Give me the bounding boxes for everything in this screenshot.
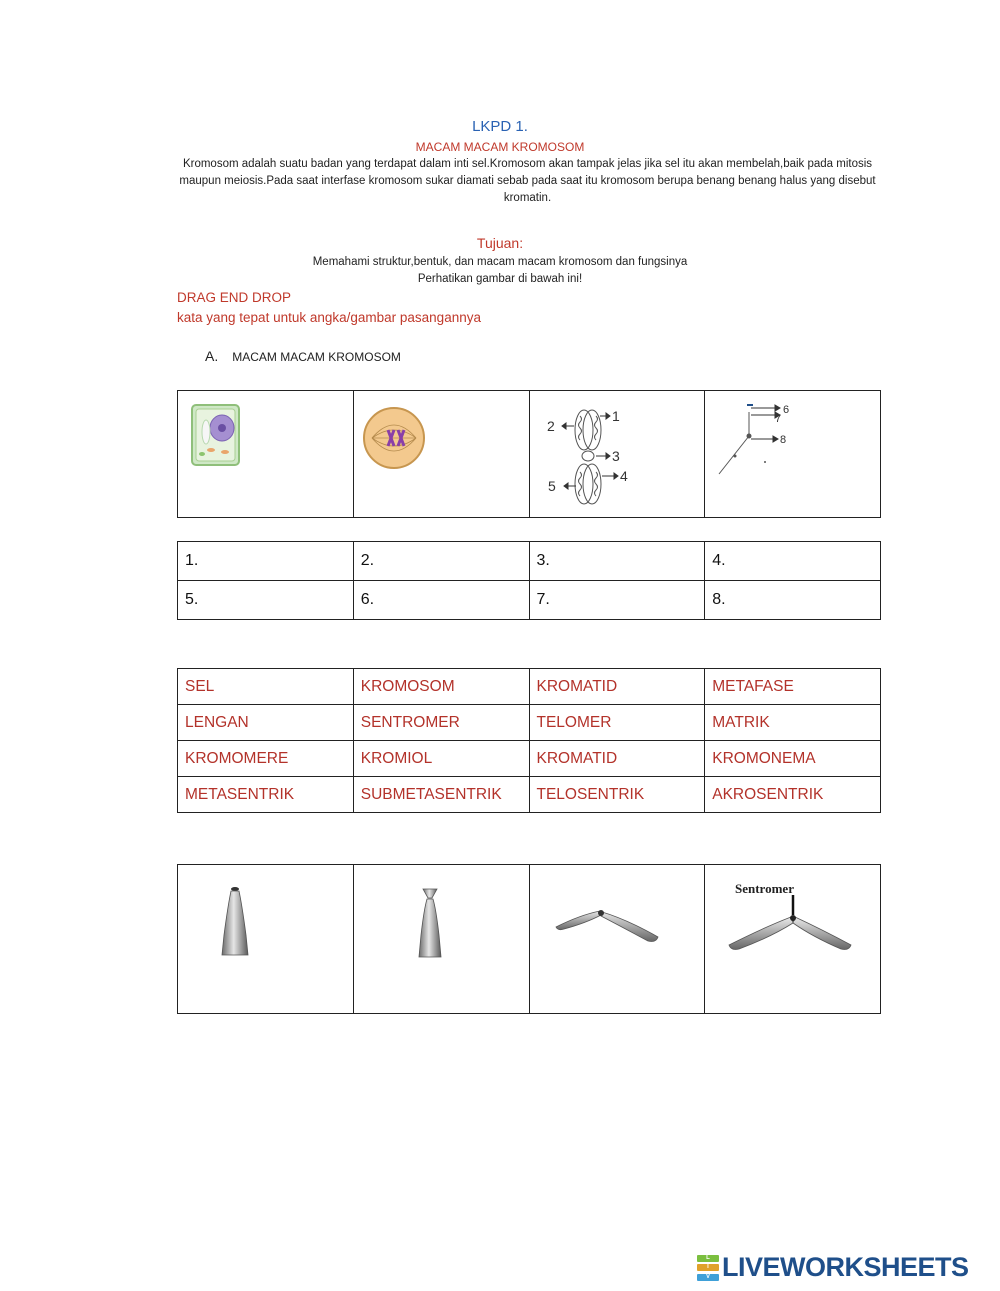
- answer-slot-6[interactable]: 6.: [353, 581, 529, 620]
- answer-slot-7[interactable]: 7.: [529, 581, 705, 620]
- diagram-label-8: 8: [780, 433, 787, 446]
- tujuan-line-2: Perhatikan gambar di bawah ini!: [417, 273, 583, 285]
- tujuan-heading: Tujuan:: [476, 235, 524, 251]
- answer-table: [177, 541, 881, 620]
- diagram-label-6: 6: [783, 403, 790, 416]
- chromosome-types-table: [177, 864, 881, 1014]
- word-bank-item[interactable]: LENGAN: [178, 705, 354, 741]
- instruction-line-1: DRAG END DROP: [177, 290, 292, 305]
- telocentric-image-cell: [178, 865, 354, 1014]
- chromosome-arm-image-cell: [705, 391, 881, 518]
- diagram-label-1: 1: [611, 407, 620, 424]
- submetacentric-image-cell: [529, 865, 705, 1014]
- diagram-label-2: 2: [546, 417, 555, 434]
- sentromer-label: Sentromer: [735, 881, 795, 896]
- section-a-heading: [205, 348, 401, 364]
- diagram-label-4: 4: [619, 467, 628, 484]
- word-bank-item[interactable]: SUBMETASENTRIK: [353, 777, 529, 813]
- plant-cell-image-cell: [178, 391, 354, 518]
- word-bank-item[interactable]: KROMONEMA: [705, 741, 881, 777]
- word-bank-item[interactable]: AKROSENTRIK: [705, 777, 881, 813]
- answer-slot-5[interactable]: 5.: [178, 581, 354, 620]
- word-bank-table: [177, 668, 881, 813]
- metaphase-cell-image: [354, 392, 529, 517]
- metacentric-chromosome-image: [705, 865, 880, 1013]
- answer-slot-2[interactable]: 2.: [353, 542, 529, 581]
- image-table: [177, 390, 881, 518]
- liveworksheets-logo: [697, 1252, 969, 1283]
- logo-text: LIVEWORKSHEETS: [722, 1252, 969, 1282]
- word-bank-item[interactable]: SEL: [178, 669, 354, 705]
- logo-mark-letter: I: [697, 1264, 719, 1271]
- word-bank-item[interactable]: KROMIOL: [353, 741, 529, 777]
- page-subtitle: MACAM MACAM KROMOSOM: [415, 140, 585, 154]
- word-bank-item[interactable]: KROMOSOM: [353, 669, 529, 705]
- intro-paragraph: Kromosom adalah suatu badan yang terdapat dalam inti sel.Kromosom akan tampak jelas jika sel itu akan membelah,baik pada mitosis maupun meiosis.Pada saat interfase kromosom sukar diamati sebab pada saat itu kromosom berupa benang benang halus yang disebut kromatin.: [179, 158, 876, 204]
- logo-mark-letter: L: [697, 1255, 719, 1262]
- tujuan-line-1: Memahami struktur,bentuk, dan macam macam kromosom dan fungsinya: [312, 256, 688, 268]
- telocentric-chromosome-image: [178, 865, 353, 1013]
- chromosome-structure-image-cell: [529, 391, 705, 518]
- section-a-letter: A.: [205, 348, 219, 364]
- answer-slot-4[interactable]: 4.: [705, 542, 881, 581]
- word-bank-item[interactable]: TELOSENTRIK: [529, 777, 705, 813]
- metacentric-image-cell: [705, 865, 881, 1014]
- word-bank-item[interactable]: METAFASE: [705, 669, 881, 705]
- submetacentric-chromosome-image: [530, 865, 705, 1013]
- section-a-title: MACAM MACAM KROMOSOM: [232, 350, 401, 364]
- plant-cell-image: [178, 392, 353, 517]
- word-bank-item[interactable]: MATRIK: [705, 705, 881, 741]
- chromosome-arm-image: [705, 392, 880, 517]
- instruction-line-2: kata yang tepat untuk angka/gambar pasangannya: [177, 310, 481, 325]
- acrocentric-image-cell: [353, 865, 529, 1014]
- word-bank-item[interactable]: TELOMER: [529, 705, 705, 741]
- acrocentric-chromosome-image: [354, 865, 529, 1013]
- word-bank-item[interactable]: SENTROMER: [353, 705, 529, 741]
- word-bank-item[interactable]: KROMATID: [529, 741, 705, 777]
- word-bank-item[interactable]: METASENTRIK: [178, 777, 354, 813]
- diagram-label-7: 7: [775, 412, 782, 425]
- logo-mark-letter: V: [697, 1274, 719, 1281]
- word-bank-item[interactable]: KROMATID: [529, 669, 705, 705]
- answer-slot-1[interactable]: 1.: [178, 542, 354, 581]
- word-bank-item[interactable]: KROMOMERE: [178, 741, 354, 777]
- chromosome-structure-image: [530, 392, 705, 517]
- answer-slot-8[interactable]: 8.: [705, 581, 881, 620]
- diagram-label-5: 5: [547, 477, 556, 494]
- page-title: LKPD 1.: [472, 118, 528, 135]
- diagram-label-3: 3: [611, 447, 620, 464]
- metaphase-cell-image-cell: [353, 391, 529, 518]
- answer-slot-3[interactable]: 3.: [529, 542, 705, 581]
- logo-mark: [697, 1255, 719, 1281]
